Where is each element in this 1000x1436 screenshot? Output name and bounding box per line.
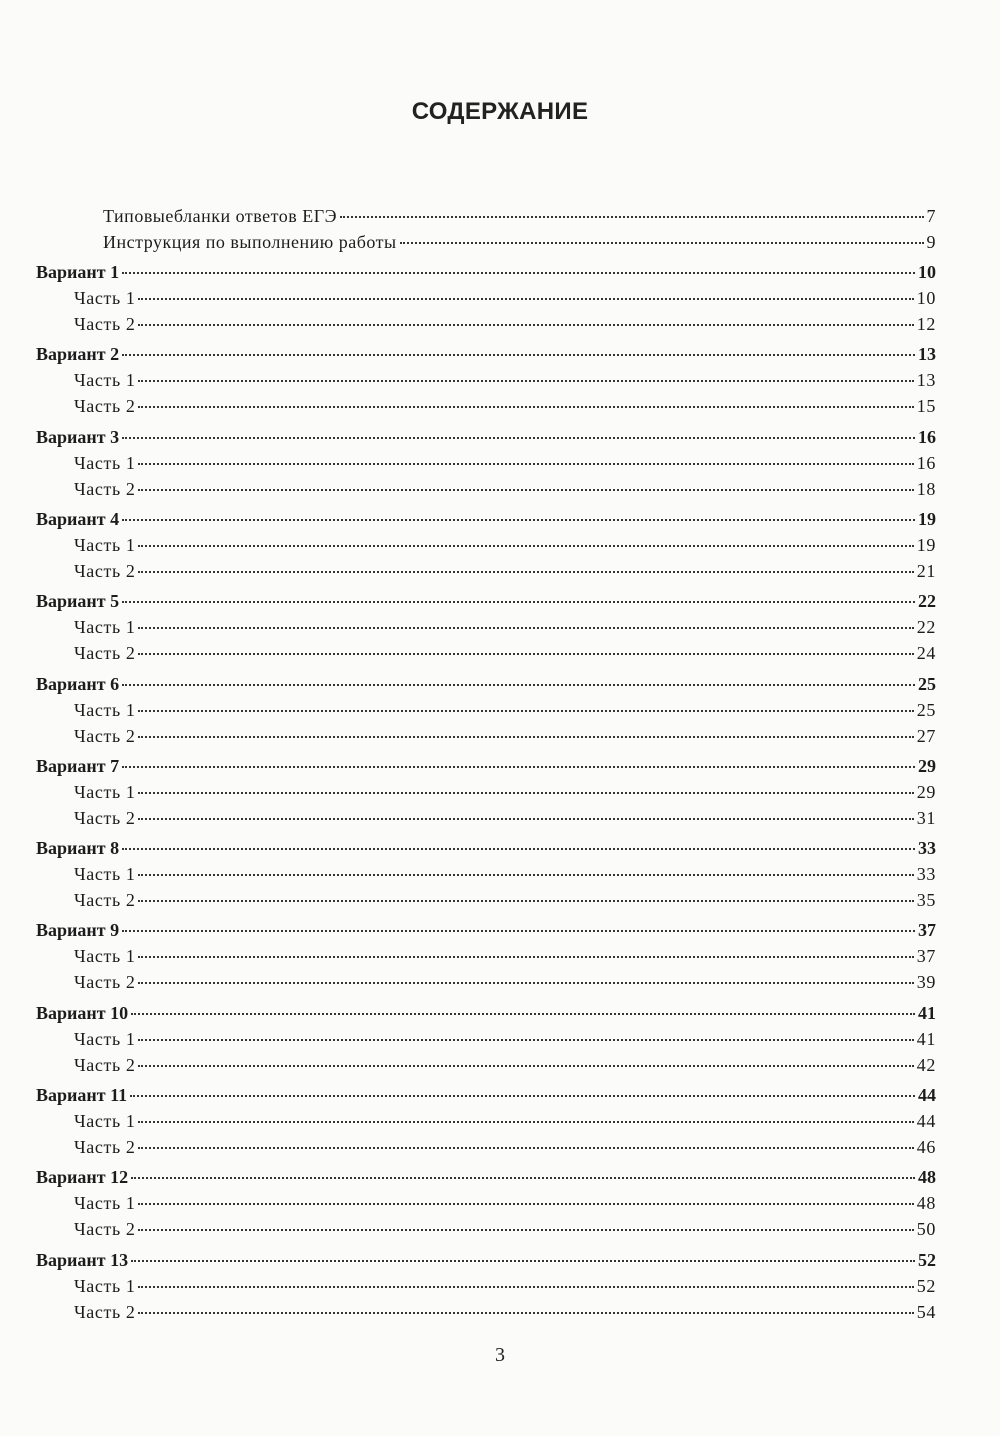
toc-entry-label: Часть 2 <box>74 725 136 746</box>
toc-entry-page: 31 <box>916 807 936 828</box>
dot-leader <box>131 1013 915 1015</box>
toc-entry-label: Часть 1 <box>74 534 136 555</box>
toc-entry-label: Вариант 7 <box>36 755 120 776</box>
toc-entry-page: 19 <box>918 508 936 529</box>
toc-entry-page: 54 <box>916 1301 936 1322</box>
toc-part-entry[interactable] <box>74 450 936 476</box>
toc-entry-page: 10 <box>916 288 936 308</box>
toc-entry-page: 37 <box>916 946 936 967</box>
toc-entry-label: Часть 1 <box>74 370 136 391</box>
toc-entry-label: Часть 2 <box>74 972 136 993</box>
toc-entry-label: Часть 2 <box>74 478 136 499</box>
toc-intro-entry[interactable] <box>103 229 936 255</box>
toc-part-entry[interactable] <box>74 640 936 666</box>
toc-entry-label: Часть 2 <box>74 396 136 417</box>
toc-entry-label: Вариант 1 <box>36 262 120 282</box>
dot-leader <box>130 1095 915 1097</box>
toc-entry-page: 13 <box>918 344 936 365</box>
toc-variant-entry[interactable] <box>36 671 936 697</box>
dot-leader <box>138 956 913 958</box>
toc-entry-label: Вариант 13 <box>36 1249 129 1270</box>
toc-part-entry[interactable] <box>74 697 936 723</box>
toc-intro-entry[interactable] <box>103 203 936 229</box>
page-title: СОДЕРЖАНИЕ <box>411 98 589 125</box>
page-number: 3 <box>495 1344 505 1366</box>
dot-leader <box>138 489 913 491</box>
toc-entry-page: 19 <box>916 534 936 555</box>
toc-entry-page: 50 <box>916 1219 936 1240</box>
dot-leader <box>138 1065 913 1067</box>
toc-entry-label: Часть 2 <box>74 1054 136 1075</box>
toc-entry-page: 9 <box>926 232 936 252</box>
toc-variant-entry[interactable] <box>36 753 936 779</box>
dot-leader <box>138 874 913 876</box>
toc-entry-label: Часть 2 <box>74 1301 136 1322</box>
toc-variant-entry[interactable] <box>36 424 936 450</box>
toc-entry-label: Часть 1 <box>74 288 136 308</box>
toc-part-entry[interactable] <box>74 969 936 995</box>
toc-part-entry[interactable] <box>74 1299 936 1325</box>
dot-leader <box>138 1121 913 1123</box>
toc-entry-page: 44 <box>916 1111 936 1131</box>
dot-leader <box>138 818 913 820</box>
dot-leader <box>138 1039 913 1041</box>
toc-part-entry[interactable] <box>74 558 936 584</box>
dot-leader <box>122 848 915 850</box>
toc-entry-page: 7 <box>926 206 936 226</box>
toc-variant-entry[interactable] <box>36 506 936 532</box>
toc-part-entry[interactable] <box>74 476 936 502</box>
toc-entry-label: Вариант 8 <box>36 838 120 859</box>
toc-entry-label: Типовыебланки ответов ЕГЭ <box>103 206 338 226</box>
dot-leader <box>138 463 913 465</box>
toc-entry-page: 16 <box>918 426 936 447</box>
toc-part-entry[interactable] <box>74 1273 936 1299</box>
toc-entry-page: 25 <box>916 699 936 720</box>
toc-part-entry[interactable] <box>74 887 936 913</box>
dot-leader <box>400 242 924 244</box>
toc-entry-page: 10 <box>918 262 936 282</box>
dot-leader <box>138 627 913 629</box>
toc-variant-entry[interactable] <box>36 1000 936 1026</box>
toc-entry-label: Часть 1 <box>74 1193 136 1214</box>
toc-entry-label: Часть 1 <box>74 864 136 885</box>
toc-entry-label: Часть 1 <box>74 1111 136 1131</box>
toc-entry-page: 46 <box>916 1137 936 1157</box>
dot-leader <box>138 792 913 794</box>
toc-entry-page: 41 <box>916 1028 936 1049</box>
dot-leader <box>122 437 915 439</box>
toc-entry-page: 48 <box>918 1167 936 1188</box>
dot-leader <box>122 601 915 603</box>
toc-entry-label: Часть 1 <box>74 452 136 473</box>
toc-part-entry[interactable] <box>74 1190 936 1216</box>
toc-entry-page: 33 <box>918 838 936 859</box>
toc-entry-label: Часть 1 <box>74 946 136 967</box>
toc-entry-page: 27 <box>916 725 936 746</box>
toc-entry-page: 13 <box>916 370 936 391</box>
dot-leader <box>122 766 915 768</box>
toc-entry-page: 37 <box>918 920 936 941</box>
toc-entry-label: Вариант 10 <box>36 1002 129 1023</box>
dot-leader <box>138 1286 913 1288</box>
toc-entry-label: Вариант 3 <box>36 426 120 447</box>
toc-entry-page: 29 <box>916 781 936 802</box>
toc-part-entry[interactable] <box>74 1026 936 1052</box>
toc-entry-page: 21 <box>916 560 936 581</box>
toc-part-entry[interactable] <box>74 614 936 640</box>
toc-entry-page: 48 <box>916 1193 936 1214</box>
toc-part-entry[interactable] <box>74 1108 936 1134</box>
toc-entry-label: Вариант 11 <box>36 1085 128 1105</box>
toc-part-entry[interactable] <box>74 367 936 393</box>
toc-variant-entry[interactable] <box>36 835 936 861</box>
toc-entry-label: Вариант 4 <box>36 508 120 529</box>
toc-part-entry[interactable] <box>74 532 936 558</box>
toc-part-entry[interactable] <box>74 311 936 337</box>
toc-entry-page: 15 <box>916 396 936 417</box>
toc-part-entry[interactable] <box>74 805 936 831</box>
dot-leader <box>138 1312 913 1314</box>
toc-entry-label: Часть 2 <box>74 1137 136 1157</box>
toc-entry-label: Часть 1 <box>74 781 136 802</box>
toc-part-entry[interactable] <box>74 1134 936 1160</box>
toc-variant-entry[interactable] <box>36 917 936 943</box>
dot-leader <box>138 736 913 738</box>
dot-leader <box>122 272 915 274</box>
dot-leader <box>138 710 913 712</box>
toc-entry-label: Вариант 6 <box>36 673 120 694</box>
dot-leader <box>138 380 913 382</box>
toc-entry-label: Часть 1 <box>74 699 136 720</box>
toc-entry-page: 25 <box>918 673 936 694</box>
toc-entry-page: 42 <box>916 1054 936 1075</box>
dot-leader <box>138 653 913 655</box>
toc-variant-entry[interactable] <box>36 341 936 367</box>
toc-part-entry[interactable] <box>74 861 936 887</box>
toc-part-entry[interactable] <box>74 285 936 311</box>
dot-leader <box>138 1147 913 1149</box>
dot-leader <box>122 684 915 686</box>
toc-entry-label: Часть 1 <box>74 1028 136 1049</box>
dot-leader <box>138 982 913 984</box>
toc-part-entry[interactable] <box>74 779 936 805</box>
dot-leader <box>340 216 923 218</box>
dot-leader <box>138 1203 913 1205</box>
toc-entry-page: 41 <box>918 1002 936 1023</box>
toc-entry-label: Вариант 12 <box>36 1167 129 1188</box>
toc-entry-page: 52 <box>918 1249 936 1270</box>
toc-entry-label: Часть 2 <box>74 1219 136 1240</box>
toc-entry-label: Часть 1 <box>74 617 136 638</box>
dot-leader <box>131 1177 915 1179</box>
dot-leader <box>138 406 913 408</box>
dot-leader <box>138 900 913 902</box>
dot-leader <box>122 519 915 521</box>
toc-entry-page: 12 <box>916 314 936 334</box>
toc-entry-page: 33 <box>916 864 936 885</box>
toc-part-entry[interactable] <box>74 723 936 749</box>
toc-part-entry[interactable] <box>74 393 936 419</box>
toc-entry-label: Часть 2 <box>74 643 136 664</box>
toc-entry-page: 22 <box>918 591 936 612</box>
toc-variant-entry[interactable] <box>36 588 936 614</box>
toc-entry-label: Часть 2 <box>74 314 136 334</box>
dot-leader <box>138 324 913 326</box>
toc-entry-page: 22 <box>916 617 936 638</box>
toc-variant-entry[interactable] <box>36 1082 936 1108</box>
toc-entry-label: Часть 2 <box>74 560 136 581</box>
toc-entry-page: 18 <box>916 478 936 499</box>
toc-entry-page: 52 <box>916 1275 936 1296</box>
toc-entry-label: Часть 2 <box>74 890 136 911</box>
toc-variant-entry[interactable] <box>36 1247 936 1273</box>
toc-entry-label: Часть 1 <box>74 1275 136 1296</box>
toc-entry-label: Инструкция по выполнению работы <box>103 232 397 252</box>
dot-leader <box>138 545 913 547</box>
toc-entry-page: 44 <box>918 1085 936 1105</box>
toc-entry-page: 29 <box>918 755 936 776</box>
dot-leader <box>138 298 913 300</box>
toc-part-entry[interactable] <box>74 1216 936 1242</box>
toc-entry-page: 39 <box>916 972 936 993</box>
dot-leader <box>122 354 915 356</box>
dot-leader <box>122 930 915 932</box>
toc-entry-label: Часть 2 <box>74 807 136 828</box>
toc-part-entry[interactable] <box>74 1052 936 1078</box>
toc-entry-page: 35 <box>916 890 936 911</box>
dot-leader <box>131 1260 915 1262</box>
toc-entry-label: Вариант 2 <box>36 344 120 365</box>
dot-leader <box>138 1229 913 1231</box>
toc-variant-entry[interactable] <box>36 1164 936 1190</box>
toc-variant-entry[interactable] <box>36 259 936 285</box>
toc-entry-page: 16 <box>916 452 936 473</box>
toc-entry-page: 24 <box>916 643 936 664</box>
dot-leader <box>138 571 913 573</box>
toc-entry-label: Вариант 9 <box>36 920 120 941</box>
toc-part-entry[interactable] <box>74 943 936 969</box>
toc-entry-label: Вариант 5 <box>36 591 120 612</box>
